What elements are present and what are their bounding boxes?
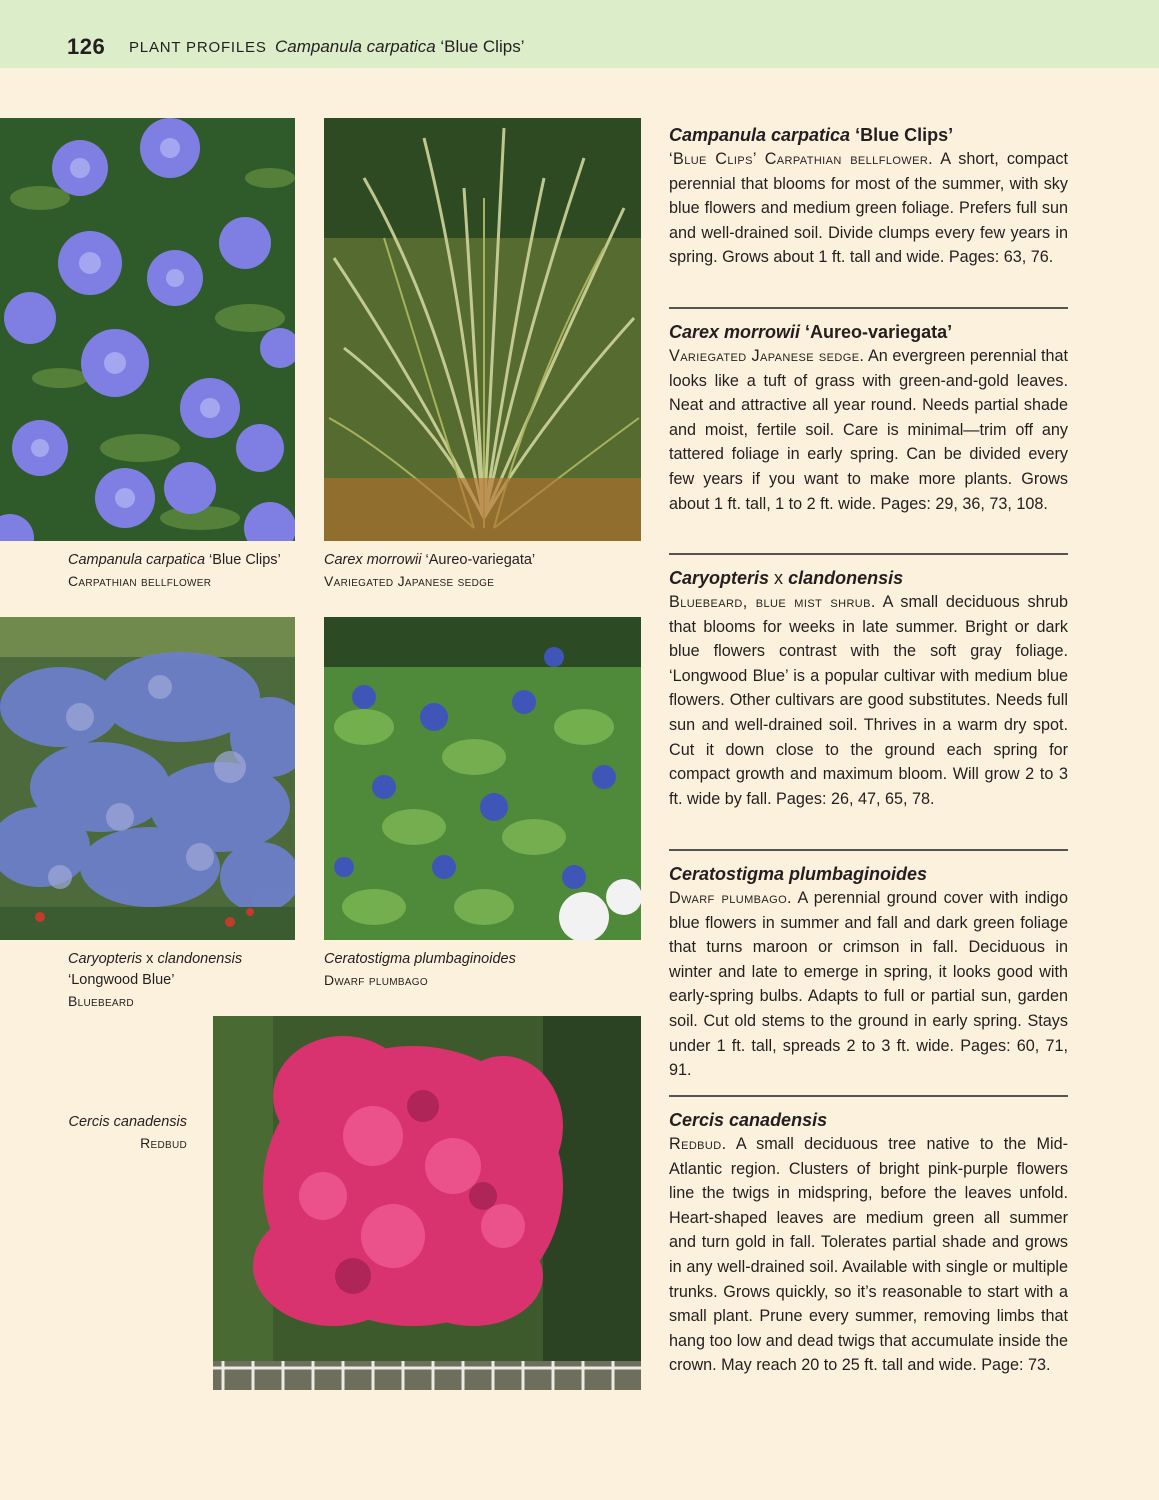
entry-divider xyxy=(669,849,1068,851)
entry-common-name: Bluebeard, blue mist shrub. xyxy=(669,593,876,611)
photo-carex xyxy=(324,118,641,541)
caption-x: x xyxy=(142,951,158,967)
entry-title xyxy=(669,123,1068,147)
running-head-cultivar: ‘Blue Clips’ xyxy=(435,37,525,56)
entry-divider xyxy=(669,307,1068,309)
caption-common: Redbud xyxy=(140,1135,187,1151)
page-number: 126 xyxy=(67,34,106,59)
entry-common-name: Dwarf plumbago. xyxy=(669,889,792,907)
caption-sci2: clandonensis xyxy=(157,951,243,967)
entry-common-name: Redbud. xyxy=(669,1135,727,1153)
entry-title-cultivar: ‘Blue Clips’ xyxy=(850,125,954,145)
entry-title xyxy=(669,1108,1068,1132)
entry-title-sci2: clandonensis xyxy=(788,568,904,588)
caption-caryopteris xyxy=(68,949,298,1012)
running-head-sci: Campanula carpatica xyxy=(275,37,436,56)
caption-sci: Carex morrowii xyxy=(324,552,422,568)
entry-text xyxy=(669,1132,1068,1378)
caption-cultivar: ‘Longwood Blue’ xyxy=(68,972,175,988)
entry-divider xyxy=(669,553,1068,555)
entry-text xyxy=(669,886,1068,1083)
caption-sci: Caryopteris xyxy=(68,951,143,967)
entry-title-sci: Caryopteris xyxy=(669,568,770,588)
entry-body: A small deciduous tree native to the Mid-Atlantic region. Clusters of bright pink-purple flowers line the twigs in midspring, before the leaves unfold. Heart-shaped leaves are medium green all summer and turn gold in fall. Tolerates partial shade and grows in any well-drained soil. Available with single or multiple trunks. Grows quickly, so it’s reasonable to start with a small plant. Prune every summer, removing limbs that hang too low and dead twigs that accumulate inside the crown. May reach 20 to 25 ft. tall and wide. Page: 73. xyxy=(669,1135,1068,1375)
photo-ceratostigma xyxy=(324,617,641,940)
photo-cercis xyxy=(213,1016,641,1390)
entry-title xyxy=(669,566,1068,590)
entry-campanula xyxy=(669,123,1068,270)
entry-title xyxy=(669,320,1068,344)
entry-cercis xyxy=(669,1108,1068,1378)
entry-ceratostigma xyxy=(669,862,1068,1083)
entry-text xyxy=(669,590,1068,811)
entry-title-sci: Cercis canadensis xyxy=(669,1110,828,1130)
entry-body: A short, compact perennial that blooms for most of the summer, with sky blue flowers and medium green foliage. Prefers full sun and well-drained soil. Divide clumps every few years in spring. Grows about 1 ft. tall and wide. Pages: 63, 76. xyxy=(669,150,1068,267)
caption-common: Bluebeard xyxy=(68,993,134,1009)
caption-cultivar: ‘Blue Clips’ xyxy=(205,552,281,568)
section-label: PLANT PROFILES xyxy=(129,39,267,56)
caption-campanula xyxy=(68,550,308,592)
entry-divider xyxy=(669,1095,1068,1097)
entry-body: A perennial ground cover with indigo blue flowers in summer and fall and dark green foliage that turns maroon or crimson in fall. Deciduous in winter and late to emerge in spring, it looks good with early-spring bulbs. Adapts to full or partial sun, garden soil. Cut old stems to the ground in early spring. Stays under 1 ft. tall, spreads 2 to 3 ft. wide. Pages: 60, 71, 91. xyxy=(669,889,1068,1080)
caption-carex xyxy=(324,550,624,592)
entry-title-sci: Campanula carpatica xyxy=(669,125,851,145)
caption-cercis xyxy=(40,1112,187,1154)
entry-title-sci: Carex morrowii xyxy=(669,322,801,342)
photo-campanula xyxy=(0,118,295,541)
header-band xyxy=(0,0,1159,68)
caption-sci: Campanula carpatica xyxy=(68,552,206,568)
entry-body: A small deciduous shrub that blooms for weeks in late summer. Bright or dark blue flowers contrast with the soft gray foliage. ‘Longwood Blue’ is a popular cultivar with medium blue flowers. Other cultivars are good substitutes. Needs full sun and well-drained soil. Thrives in a warm dry spot. Cut it down close to the ground each spring for compact growth and maximum bloom. Will grow 2 to 3 ft. wide by fall. Pages: 26, 47, 65, 78. xyxy=(669,593,1068,808)
entry-common-name: Variegated Japanese sedge. xyxy=(669,347,865,365)
entry-title-sci: Ceratostigma plumbaginoides xyxy=(669,864,928,884)
entry-title xyxy=(669,862,1068,886)
caption-sci: Ceratostigma plumbaginoides xyxy=(324,951,516,967)
entry-carex xyxy=(669,320,1068,516)
entry-title-cultivar: ‘Aureo-variegata’ xyxy=(800,322,953,342)
caption-sci: Cercis canadensis xyxy=(68,1114,187,1130)
entry-title-x: x xyxy=(769,568,789,588)
photo-caryopteris xyxy=(0,617,295,940)
entry-text xyxy=(669,147,1068,270)
entry-caryopteris xyxy=(669,566,1068,811)
caption-ceratostigma xyxy=(324,949,624,991)
caption-common: Dwarf plumbago xyxy=(324,972,428,988)
entry-body: An evergreen perennial that looks like a tuft of grass with green-and-gold leaves. Neat and attractive all year round. Needs partial shade and moist, fertile soil. Care is minimal—trim off any tattered foliage in early spring. Can be divided every few years if you want to make more plants. Grows about 1 ft. tall, 1 to 2 ft. wide. Pages: 29, 36, 73, 108. xyxy=(669,347,1069,513)
entry-text xyxy=(669,344,1068,516)
running-head xyxy=(275,37,524,57)
caption-cultivar: ‘Aureo-variegata’ xyxy=(421,552,536,568)
caption-common: Variegated Japanese sedge xyxy=(324,573,495,589)
caption-common: Carpathian bellflower xyxy=(68,573,212,589)
entry-common-name: ‘Blue Clips’ Carpathian bellflower. xyxy=(669,150,934,168)
